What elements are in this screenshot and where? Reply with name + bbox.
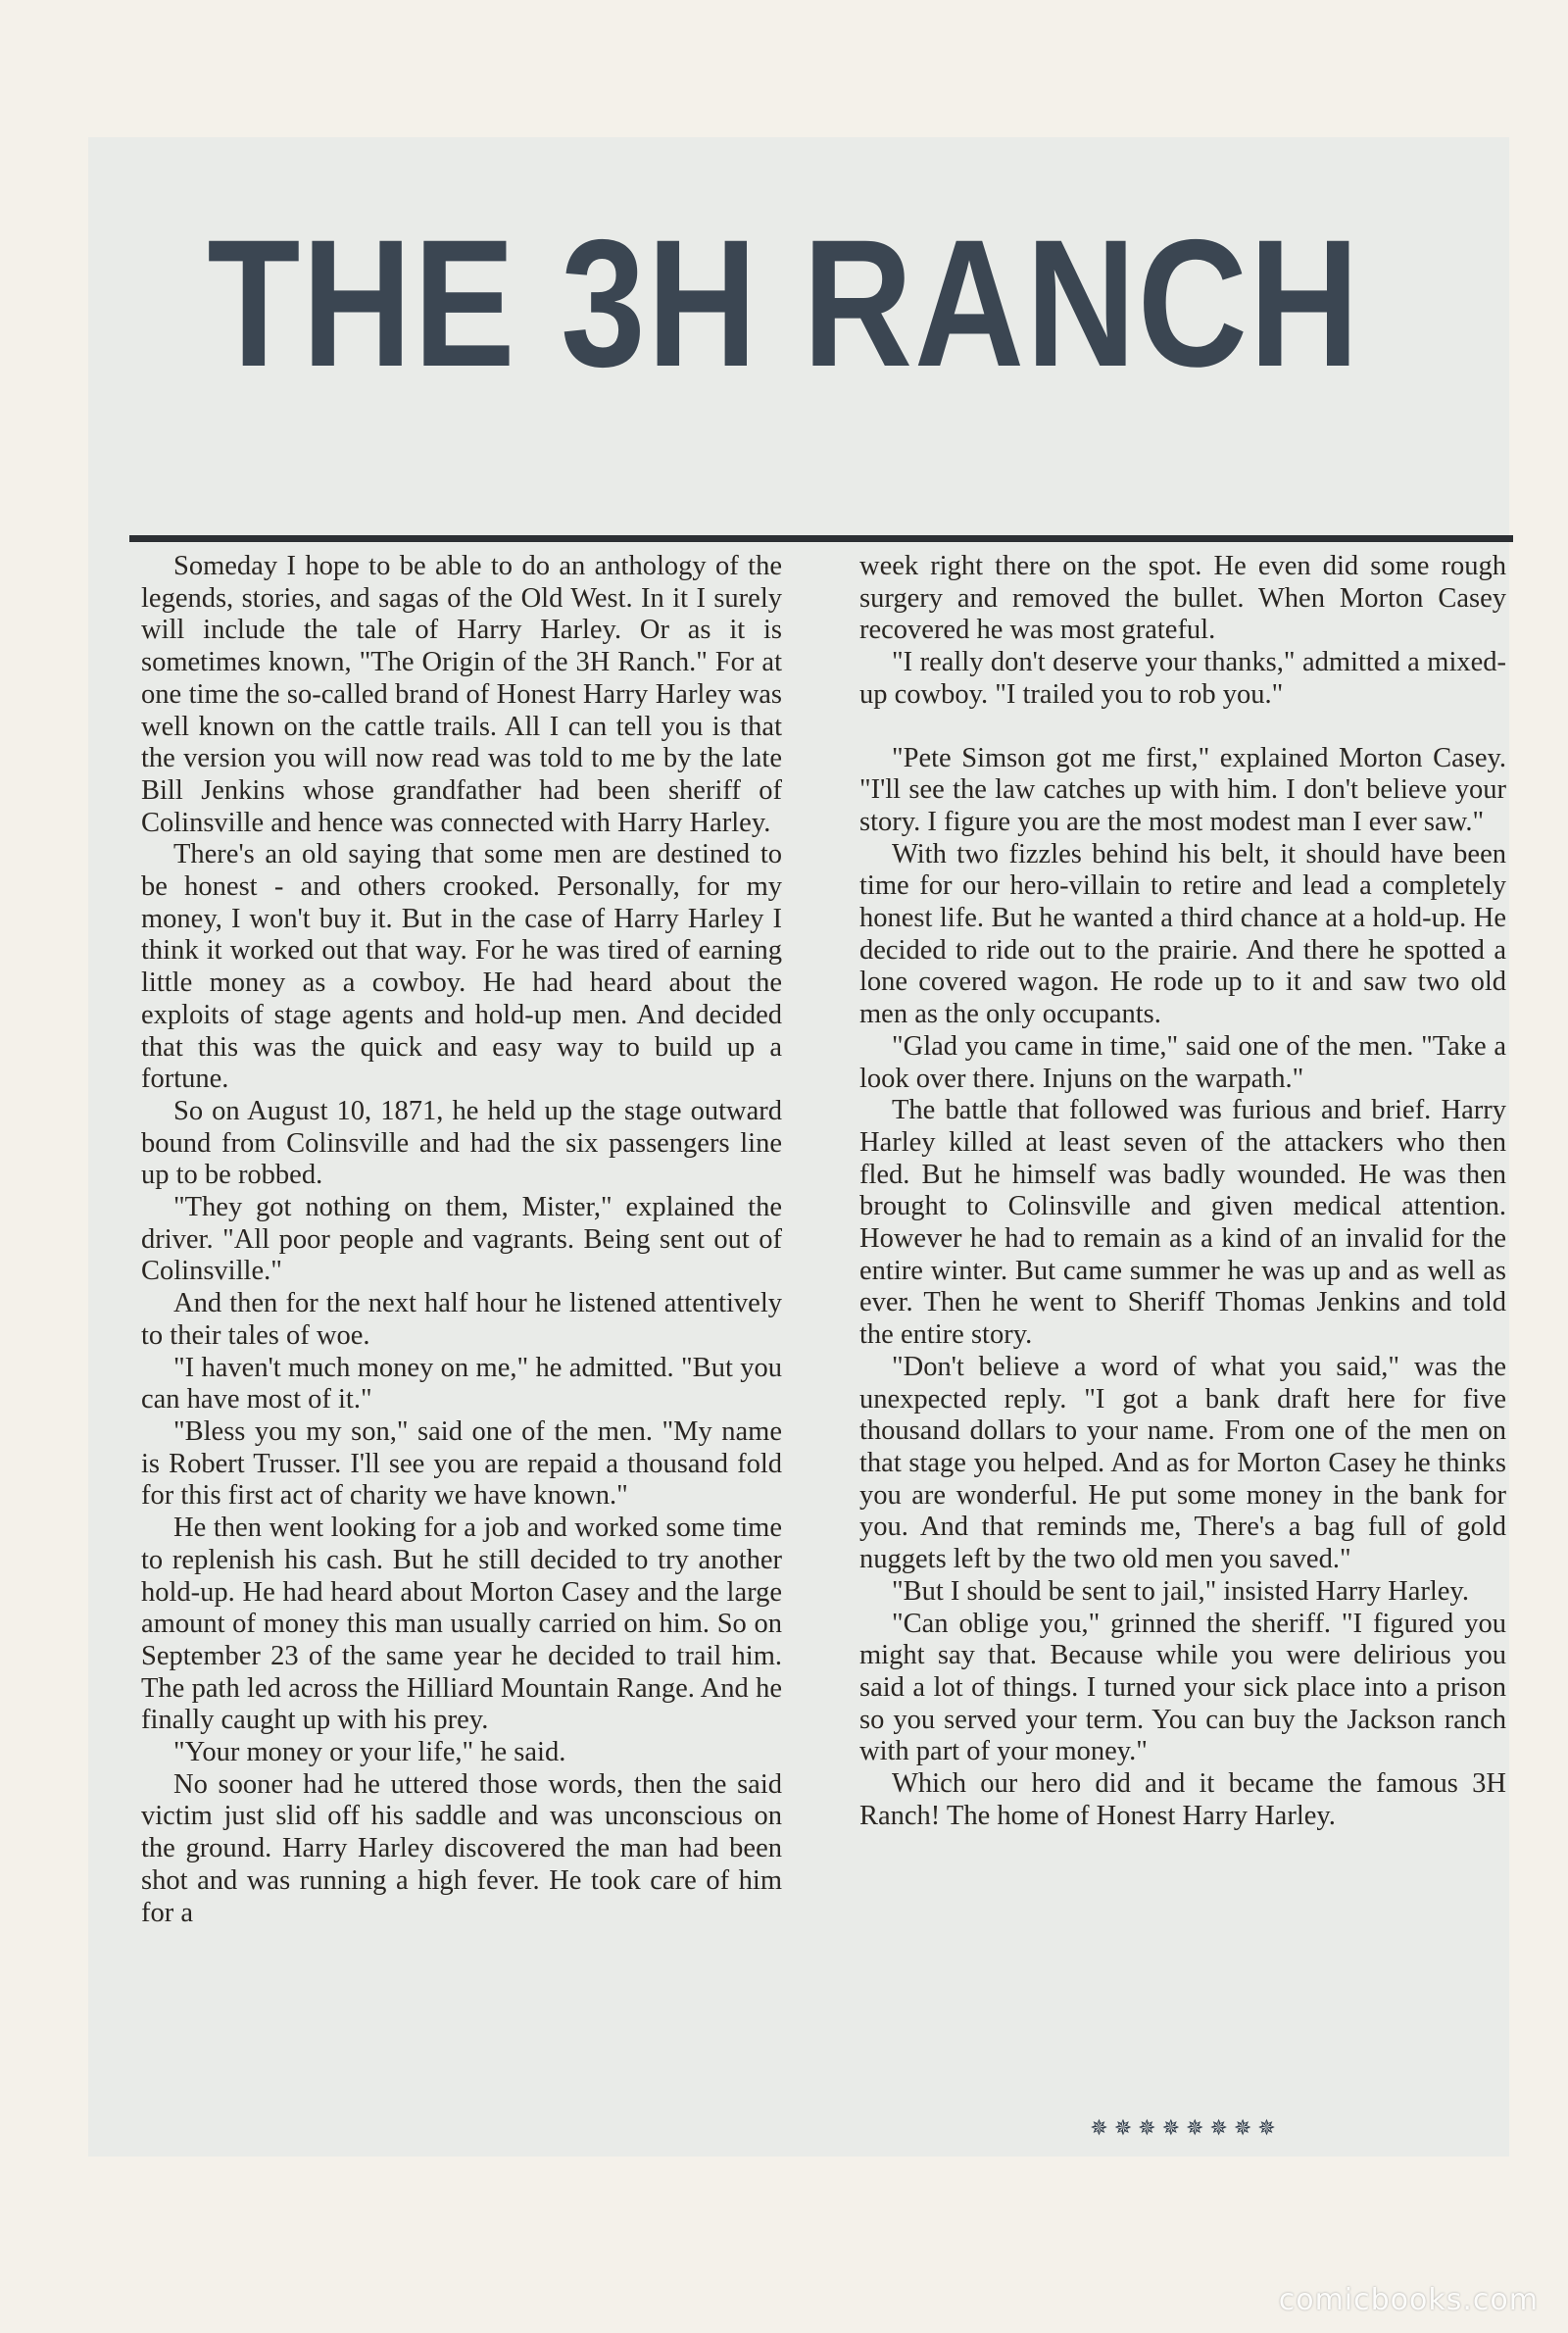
paragraph: And then for the next half hour he listened attentively to their tales of woe. [141,1288,782,1351]
paragraph: "Your money or your life," he said. [173,1737,566,1768]
paragraph: With two fizzles behind his belt, it should have been time for our hero-villain to retire and lead a completely honest life. But he wanted a third chance at a hold-up. He decided to ride out to the prairie. And there he spotted a lone covered wagon. He rode up to it and saw two old men as the only occupants. [859,838,1506,1030]
paragraph: "Pete Simson got me first," explained Morton Casey. "I'll see the law catches up with him. I don't believe your story. I figure you are the most modest man I ever saw." [859,742,1506,837]
paragraph: "I haven't much money on me," he admitted. "But you can have most of it." [141,1352,782,1415]
page-title: THE 3H RANCH [207,203,1361,405]
paragraph: So on August 10, 1871, he held up the stage outward bound from Colinsville and had the six passengers line up to be robbed. [141,1095,782,1191]
left-column [141,551,782,1929]
right-column [859,551,1506,1832]
watermark: comicbooks.com [1278,2283,1539,2317]
paragraph: There's an old saying that some men are destined to be honest - and others crooked. Personally, for my money, I won't buy it. But in the case of Harry Harley I think it worked out that way. For he was tired of earning little money as a cowboy. He had heard about the exploits of stage agents and hold-up men. And decided that this was the quick and easy way to build up a fortune. [141,839,782,1095]
paragraph: "Bless you my son," said one of the men. "My name is Robert Trusser. I'll see you are repaid a thousand fold for this first act of charity we have known." [141,1415,782,1512]
paragraph: week right there on the spot. He even did some rough surgery and removed the bullet. When Morton Casey recovered he was most grateful. [859,551,1506,646]
paragraph: "They got nothing on them, Mister," explained the driver. "All poor people and vagrants. Being sent out of Colinsville." [141,1192,782,1287]
paragraph: "Don't believe a word of what you said," was the unexpected reply. "I got a bank draft here for five thousand dollars to your name. From one of the men on that stage you helped. And as for Morton Casey he thinks you are wonderful. He put some money in the bank for you. And that reminds me, There's a bag full of gold nuggets left by the two old men you saved." [859,1351,1506,1575]
paragraph: "Can oblige you," grinned the sheriff. "I figured you might say that. Because while you were delirious you said a lot of things. I turned your sick place into a prison so you served your term. You can buy the Jackson ranch with part of your money." [859,1608,1506,1767]
end-of-story-mark: ✵✵✵✵✵✵✵✵ [1090,2115,1282,2140]
paragraph: Someday I hope to be able to do an anthology of the legends, stories, and sagas of the Old West. In it I surely will include the tale of Harry Harley. Or as it is sometimes known, "The Origin of the 3H Ranch." For at one time the so-called brand of Honest Harry Harley was well known on the cattle trails. All I can tell you is that the version you will now read was told to me by the late Bill Jenkins whose grandfather had been sheriff of Colinsville and hence was connected with Harry Harley. [141,551,782,838]
paragraph: Which our hero did and it became the famous 3H Ranch! The home of Honest Harry Harley. [859,1768,1506,1831]
paragraph: "Glad you came in time," said one of the men. "Take a look over there. Injuns on the warpath." [859,1030,1506,1094]
paragraph: No sooner had he uttered those words, then the said victim just slid off his saddle and was unconscious on the ground. Harry Harley discovered the man had been shot and was running a high fever. He took care of him for a [141,1768,782,1928]
paragraph: "I really don't deserve your thanks," admitted a mixed-up cowboy. "I trailed you to rob you." [859,647,1506,710]
paragraph: The battle that followed was furious and brief. Harry Harley killed at least seven of the attackers who then fled. But he himself was badly wounded. He was then brought to Colinsville and given medical attention. However he had to remain as a kind of an invalid for the entire winter. But came summer he was up and as well as ever. Then he went to Sheriff Thomas Jenkins and told the entire story. [859,1095,1506,1351]
title-rule [129,535,1513,542]
paragraph: He then went looking for a job and worked some time to replenish his cash. But he still decided to try another hold-up. He had heard about Morton Casey and the large amount of money this man usually carried on him. So on September 23 of the same year he decided to trail him. The path led across the Hilliard Mountain Range. And he finally caught up with his prey. [141,1513,782,1736]
paragraph: "But I should be sent to jail," insisted Harry Harley. [892,1575,1469,1607]
